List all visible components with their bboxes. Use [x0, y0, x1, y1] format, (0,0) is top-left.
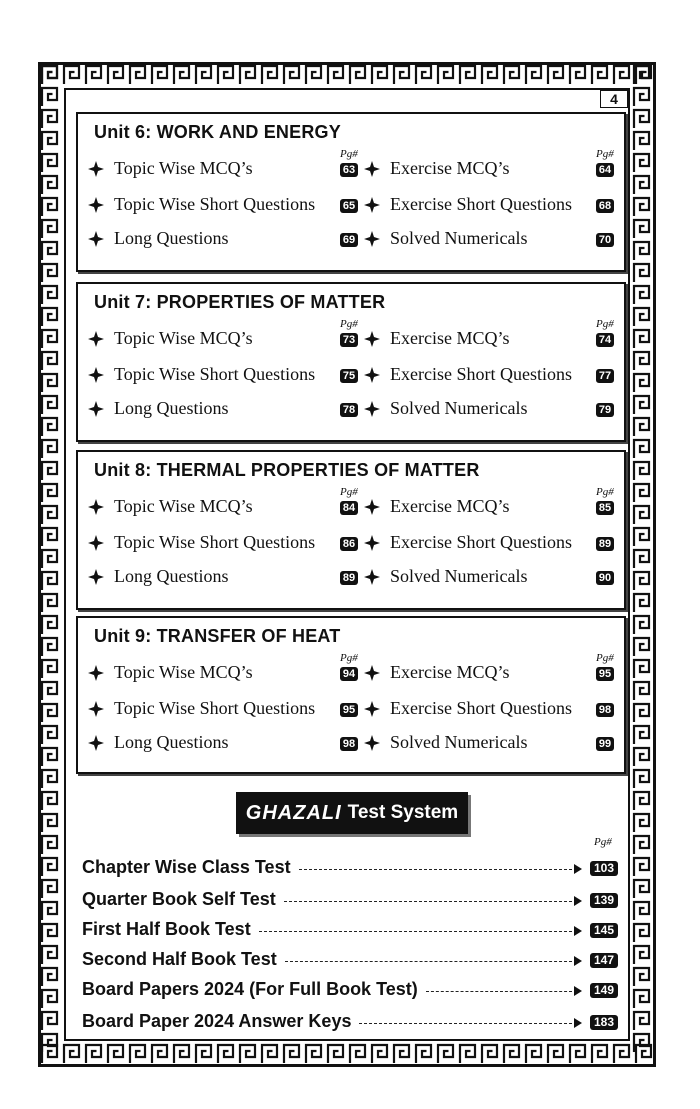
bullet-star-icon	[364, 665, 380, 681]
bullet-star-icon	[88, 701, 104, 717]
page-badge: 84	[340, 501, 358, 515]
entry-label: Exercise MCQ’s	[390, 158, 510, 178]
test-entry[interactable]	[82, 889, 622, 913]
entry-label: Exercise Short Questions	[390, 532, 572, 552]
page-badge: 98	[596, 703, 614, 717]
entry-label: Exercise MCQ’s	[390, 496, 510, 516]
test-system-banner	[236, 792, 468, 834]
test-label: Board Paper 2024 Answer Keys	[82, 1011, 355, 1032]
entry-label: Topic Wise Short Questions	[114, 532, 316, 552]
entry-label: Long Questions	[114, 566, 229, 586]
leader-arrow-icon	[574, 986, 582, 996]
page-badge: 98	[340, 737, 358, 751]
page-badge: 65	[340, 199, 358, 213]
test-entry[interactable]	[82, 857, 622, 881]
entry-label: Topic Wise Short Questions	[114, 698, 316, 718]
entry-label: Long Questions	[114, 398, 229, 418]
exercise-entry[interactable]	[364, 532, 572, 553]
page-badge: 64	[596, 163, 614, 177]
test-label: Chapter Wise Class Test	[82, 857, 295, 878]
topic-entry[interactable]	[88, 328, 253, 349]
exercise-entry[interactable]	[364, 662, 509, 683]
topic-entry[interactable]	[88, 398, 229, 419]
page-badge: 85	[596, 501, 614, 515]
test-label: Quarter Book Self Test	[82, 889, 280, 910]
bullet-star-icon	[364, 367, 380, 383]
topic-entry[interactable]	[88, 364, 315, 385]
test-system-title: Test System	[347, 802, 459, 823]
entry-label: Topic Wise Short Questions	[114, 364, 316, 384]
entry-label: Exercise MCQ’s	[390, 328, 510, 348]
greek-key-pattern	[42, 66, 57, 1052]
page-badge: 75	[340, 369, 358, 383]
greek-key-pattern	[634, 66, 649, 1052]
entry-label: Topic Wise Short Questions	[114, 194, 316, 214]
bullet-star-icon	[364, 197, 380, 213]
greek-key-border-left	[38, 62, 64, 1067]
page-badge: 69	[340, 233, 358, 247]
test-label: Board Papers 2024 (For Full Book Test)	[82, 979, 422, 1000]
page-badge: 95	[596, 667, 614, 681]
pg-marker: Pg#	[596, 652, 614, 664]
exercise-entry[interactable]	[364, 328, 509, 349]
entry-label: Long Questions	[114, 732, 229, 752]
test-entry[interactable]	[82, 1011, 622, 1035]
topic-entry[interactable]	[88, 496, 253, 517]
entry-label: Exercise Short Questions	[390, 698, 572, 718]
bullet-star-icon	[88, 499, 104, 515]
pg-marker: Pg#	[596, 318, 614, 330]
page-badge: 89	[340, 571, 358, 585]
topic-entry[interactable]	[88, 532, 315, 553]
page-badge: 73	[340, 333, 358, 347]
page-badge: 139	[590, 893, 618, 908]
dotted-leader	[284, 901, 572, 902]
test-entry[interactable]	[82, 949, 622, 973]
bullet-star-icon	[364, 161, 380, 177]
leader-arrow-icon	[574, 926, 582, 936]
entry-label: Solved Numericals	[390, 398, 528, 418]
entry-label: Exercise MCQ’s	[390, 662, 510, 682]
page-badge: 183	[590, 1015, 618, 1030]
greek-key-border-top	[38, 62, 656, 88]
bullet-star-icon	[364, 735, 380, 751]
page-badge: 70	[596, 233, 614, 247]
pg-marker: Pg#	[340, 318, 358, 330]
page-badge: 77	[596, 369, 614, 383]
dotted-leader	[259, 931, 572, 932]
dotted-leader	[426, 991, 572, 992]
page-badge: 68	[596, 199, 614, 213]
unit-title: Unit 9: TRANSFER OF HEAT	[94, 626, 341, 646]
entry-label: Topic Wise MCQ’s	[114, 496, 253, 516]
topic-entry[interactable]	[88, 566, 229, 587]
entry-label: Exercise Short Questions	[390, 194, 572, 214]
unit-title: Unit 6: WORK AND ENERGY	[94, 122, 341, 142]
pg-marker: Pg#	[596, 486, 614, 498]
greek-key-pattern	[42, 1045, 651, 1063]
topic-entry[interactable]	[88, 158, 253, 179]
exercise-entry[interactable]	[364, 566, 527, 587]
exercise-entry[interactable]	[364, 158, 509, 179]
test-system-brand: GHAZALI	[245, 801, 342, 824]
entry-label: Long Questions	[114, 228, 229, 248]
test-entry[interactable]	[82, 979, 622, 1003]
bullet-star-icon	[364, 499, 380, 515]
pg-marker: Pg#	[340, 486, 358, 498]
test-label: First Half Book Test	[82, 919, 255, 940]
page-badge: 63	[340, 163, 358, 177]
bullet-star-icon	[364, 701, 380, 717]
page-badge: 86	[340, 537, 358, 551]
unit-box	[76, 616, 626, 774]
bullet-star-icon	[88, 569, 104, 585]
page-badge: 99	[596, 737, 614, 751]
bullet-star-icon	[88, 197, 104, 213]
bullet-star-icon	[364, 569, 380, 585]
exercise-entry[interactable]	[364, 398, 527, 419]
bullet-star-icon	[88, 161, 104, 177]
exercise-entry[interactable]	[364, 698, 572, 719]
bullet-star-icon	[88, 331, 104, 347]
entry-label: Topic Wise MCQ’s	[114, 662, 253, 682]
page-badge: 103	[590, 861, 618, 876]
unit-title: Unit 8: THERMAL PROPERTIES OF MATTER	[94, 460, 480, 480]
page-badge: 90	[596, 571, 614, 585]
greek-key-border-bottom	[38, 1041, 656, 1067]
page-badge: 79	[596, 403, 614, 417]
bullet-star-icon	[88, 401, 104, 417]
page-badge: 89	[596, 537, 614, 551]
page-badge: 94	[340, 667, 358, 681]
bullet-star-icon	[88, 231, 104, 247]
bullet-star-icon	[364, 231, 380, 247]
unit-title: Unit 7: PROPERTIES OF MATTER	[94, 292, 386, 312]
bullet-star-icon	[88, 367, 104, 383]
entry-label: Topic Wise MCQ’s	[114, 328, 253, 348]
pg-marker: Pg#	[596, 148, 614, 160]
exercise-entry[interactable]	[364, 194, 572, 215]
pg-marker: Pg#	[594, 836, 612, 848]
page-badge: 147	[590, 953, 618, 968]
test-entry[interactable]	[82, 919, 622, 943]
page-badge: 149	[590, 983, 618, 998]
unit-box	[76, 450, 626, 610]
bullet-star-icon	[88, 535, 104, 551]
page-badge: 74	[596, 333, 614, 347]
test-label: Second Half Book Test	[82, 949, 281, 970]
topic-entry[interactable]	[88, 194, 315, 215]
greek-key-pattern	[42, 66, 651, 84]
bullet-star-icon	[88, 665, 104, 681]
entry-label: Solved Numericals	[390, 732, 528, 752]
exercise-entry[interactable]	[364, 496, 509, 517]
leader-arrow-icon	[574, 1018, 582, 1028]
page-badge: 78	[340, 403, 358, 417]
topic-entry[interactable]	[88, 228, 229, 249]
entry-label: Topic Wise MCQ’s	[114, 158, 253, 178]
bullet-star-icon	[364, 535, 380, 551]
topic-entry[interactable]	[88, 698, 315, 719]
page-badge: 145	[590, 923, 618, 938]
unit-box	[76, 282, 626, 442]
pg-marker: Pg#	[340, 148, 358, 160]
exercise-entry[interactable]	[364, 364, 572, 385]
page-number: 4	[600, 90, 628, 108]
exercise-entry[interactable]	[364, 732, 527, 753]
unit-box	[76, 112, 626, 272]
bullet-star-icon	[364, 401, 380, 417]
page-badge: 95	[340, 703, 358, 717]
leader-arrow-icon	[574, 864, 582, 874]
pg-marker: Pg#	[340, 652, 358, 664]
leader-arrow-icon	[574, 956, 582, 966]
dotted-leader	[359, 1023, 572, 1024]
topic-entry[interactable]	[88, 732, 229, 753]
topic-entry[interactable]	[88, 662, 253, 683]
entry-label: Solved Numericals	[390, 228, 528, 248]
entry-label: Exercise Short Questions	[390, 364, 572, 384]
leader-arrow-icon	[574, 896, 582, 906]
dotted-leader	[299, 869, 572, 870]
dotted-leader	[285, 961, 572, 962]
exercise-entry[interactable]	[364, 228, 527, 249]
bullet-star-icon	[88, 735, 104, 751]
greek-key-border-right	[630, 62, 656, 1067]
bullet-star-icon	[364, 331, 380, 347]
entry-label: Solved Numericals	[390, 566, 528, 586]
